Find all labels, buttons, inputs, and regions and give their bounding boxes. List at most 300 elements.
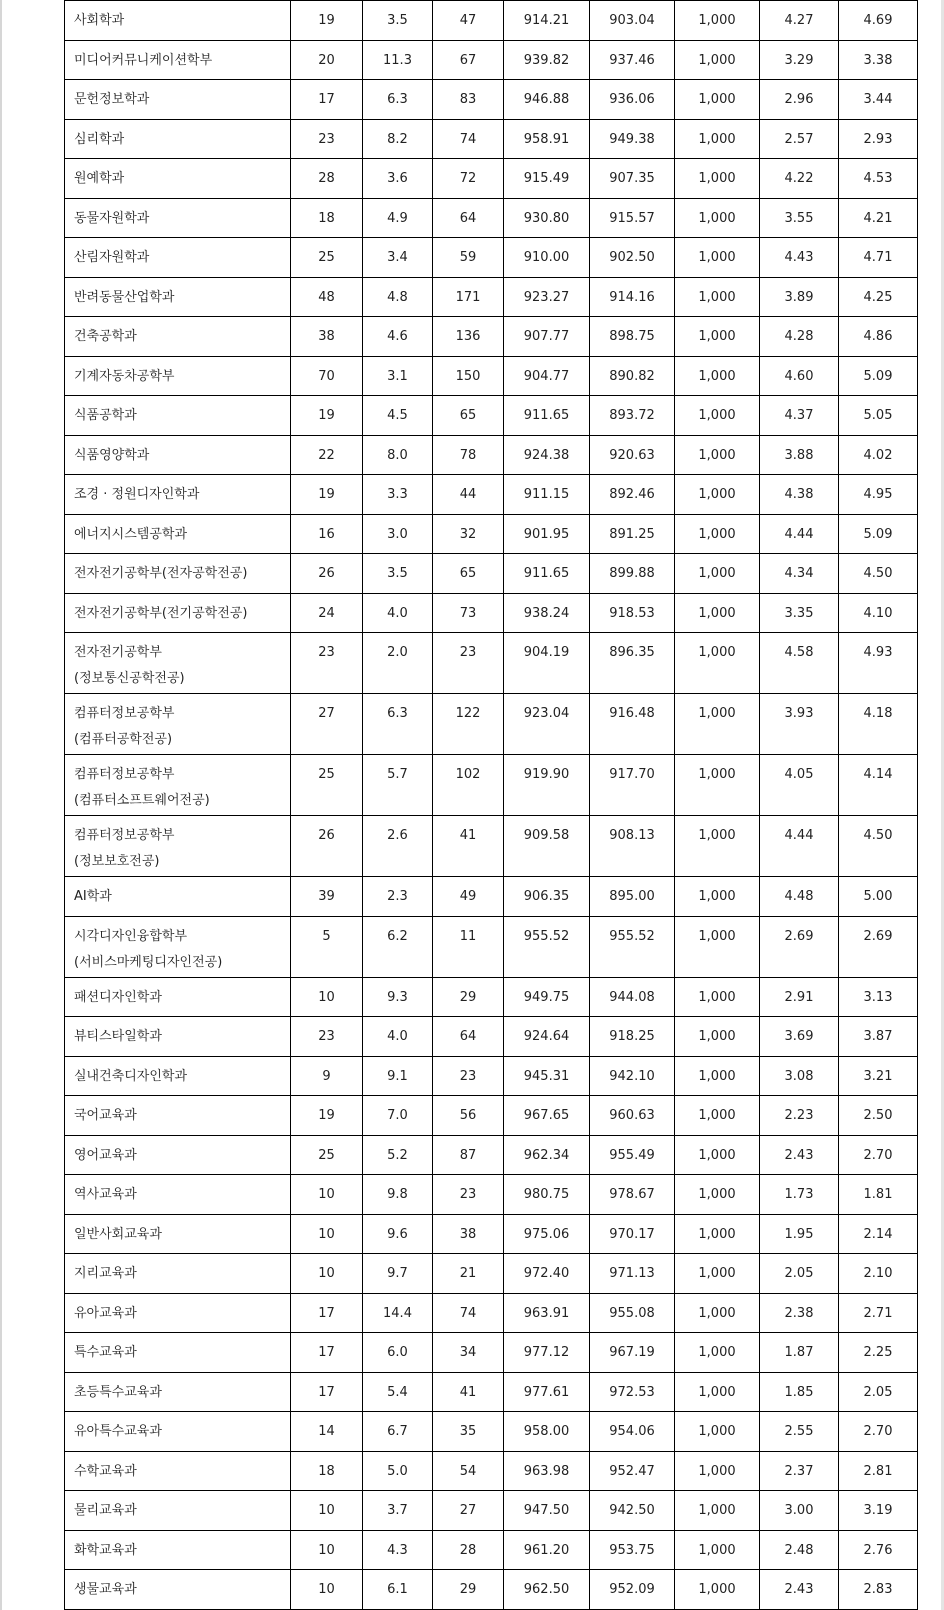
competition-ratio-cell: 7.0 (363, 1096, 433, 1136)
average-score-cell: 962.34 (504, 1135, 590, 1175)
table-row (65, 475, 918, 515)
max-score-cell: 1,000 (675, 816, 760, 877)
average-score-cell: 980.75 (504, 1175, 590, 1215)
lowest-grade-cell: 2.81 (839, 1451, 918, 1491)
average-grade-cell: 4.48 (760, 877, 839, 917)
recruit-count-cell: 10 (291, 1570, 363, 1610)
average-grade-cell: 2.69 (760, 916, 839, 977)
table-row (65, 1017, 918, 1057)
average-grade-cell: 4.60 (760, 356, 839, 396)
average-score-cell: 923.04 (504, 694, 590, 755)
lowest-score-cell: 942.10 (590, 1056, 675, 1096)
lowest-grade-cell: 2.83 (839, 1570, 918, 1610)
lowest-score-cell: 942.50 (590, 1491, 675, 1531)
department-name-cell (65, 198, 291, 238)
applicant-count-cell: 41 (433, 1372, 504, 1412)
lowest-grade-cell: 5.09 (839, 514, 918, 554)
competition-ratio-cell: 4.0 (363, 593, 433, 633)
average-grade-cell: 3.93 (760, 694, 839, 755)
lowest-score-cell: 914.16 (590, 277, 675, 317)
department-name-cell (65, 238, 291, 278)
lowest-score-cell: 936.06 (590, 80, 675, 120)
department-name-cell (65, 1135, 291, 1175)
department-name-cell (65, 1, 291, 41)
average-grade-cell: 4.44 (760, 514, 839, 554)
recruit-count-cell: 17 (291, 1333, 363, 1373)
applicant-count-cell: 64 (433, 1017, 504, 1057)
department-name-line: 뷰티스타일학과 (74, 1029, 162, 1044)
table-row (65, 1333, 918, 1373)
department-name-cell (65, 554, 291, 594)
lowest-grade-cell: 4.02 (839, 435, 918, 475)
competition-ratio-cell: 8.2 (363, 119, 433, 159)
max-score-cell: 1,000 (675, 1056, 760, 1096)
department-name-line: 전자전기공학부(전자공학전공) (74, 566, 248, 581)
lowest-grade-cell: 3.13 (839, 977, 918, 1017)
department-name-line: (컴퓨터공학전공) (74, 732, 173, 747)
competition-ratio-cell: 3.4 (363, 238, 433, 278)
average-score-cell: 963.91 (504, 1293, 590, 1333)
page-left-border (0, 0, 2, 1610)
department-name-cell (65, 1530, 291, 1570)
average-grade-cell: 1.85 (760, 1372, 839, 1412)
recruit-count-cell: 16 (291, 514, 363, 554)
competition-ratio-cell: 3.6 (363, 159, 433, 199)
applicant-count-cell: 23 (433, 1056, 504, 1096)
average-grade-cell: 3.35 (760, 593, 839, 633)
applicant-count-cell: 38 (433, 1214, 504, 1254)
applicant-count-cell: 73 (433, 593, 504, 633)
max-score-cell: 1,000 (675, 1135, 760, 1175)
applicant-count-cell: 74 (433, 1293, 504, 1333)
applicant-count-cell: 87 (433, 1135, 504, 1175)
applicant-count-cell: 23 (433, 1175, 504, 1215)
lowest-score-cell: 954.06 (590, 1412, 675, 1452)
department-name-line: 유아교육과 (74, 1305, 137, 1321)
lowest-grade-cell: 2.50 (839, 1096, 918, 1136)
average-score-cell: 972.40 (504, 1254, 590, 1294)
recruit-count-cell: 14 (291, 1412, 363, 1452)
applicant-count-cell: 83 (433, 80, 504, 120)
department-name-line: 에너지시스템공학과 (74, 526, 188, 542)
department-name-line: AI학과 (74, 889, 112, 904)
lowest-score-cell: 952.47 (590, 1451, 675, 1491)
average-grade-cell: 3.08 (760, 1056, 839, 1096)
average-score-cell: 938.24 (504, 593, 590, 633)
table-row (65, 238, 918, 278)
max-score-cell: 1,000 (675, 916, 760, 977)
recruit-count-cell: 23 (291, 119, 363, 159)
admission-results-table (64, 0, 918, 1610)
average-grade-cell: 2.23 (760, 1096, 839, 1136)
table-row (65, 1096, 918, 1136)
department-name-line: 식품공학과 (74, 408, 137, 423)
competition-ratio-cell: 5.7 (363, 755, 433, 816)
recruit-count-cell: 5 (291, 916, 363, 977)
average-score-cell: 914.21 (504, 1, 590, 41)
lowest-grade-cell: 4.53 (839, 159, 918, 199)
recruit-count-cell: 48 (291, 277, 363, 317)
average-grade-cell: 3.00 (760, 1491, 839, 1531)
lowest-grade-cell: 5.05 (839, 396, 918, 436)
average-score-cell: 967.65 (504, 1096, 590, 1136)
average-grade-cell: 3.55 (760, 198, 839, 238)
table-row (65, 435, 918, 475)
table-row (65, 1530, 918, 1570)
table-row (65, 1135, 918, 1175)
max-score-cell: 1,000 (675, 633, 760, 694)
department-name-line: 반려동물산업학과 (74, 289, 175, 305)
recruit-count-cell: 19 (291, 396, 363, 436)
recruit-count-cell: 10 (291, 977, 363, 1017)
department-name-cell (65, 1056, 291, 1096)
department-name-cell (65, 816, 291, 877)
table-row (65, 816, 918, 877)
department-name-line: 전자전기공학부(전기공학전공) (74, 605, 248, 621)
average-grade-cell: 3.69 (760, 1017, 839, 1057)
lowest-grade-cell: 5.00 (839, 877, 918, 917)
table-row (65, 159, 918, 199)
lowest-score-cell: 903.04 (590, 1, 675, 41)
table-row (65, 633, 918, 694)
competition-ratio-cell: 6.2 (363, 916, 433, 977)
competition-ratio-cell: 8.0 (363, 435, 433, 475)
competition-ratio-cell: 4.6 (363, 317, 433, 357)
applicant-count-cell: 64 (433, 198, 504, 238)
average-grade-cell: 2.43 (760, 1135, 839, 1175)
recruit-count-cell: 18 (291, 198, 363, 238)
max-score-cell: 1,000 (675, 119, 760, 159)
recruit-count-cell: 28 (291, 159, 363, 199)
average-grade-cell: 2.48 (760, 1530, 839, 1570)
average-score-cell: 915.49 (504, 159, 590, 199)
table-row (65, 1, 918, 41)
average-grade-cell: 2.91 (760, 977, 839, 1017)
department-name-cell (65, 593, 291, 633)
competition-ratio-cell: 2.0 (363, 633, 433, 694)
lowest-grade-cell: 2.69 (839, 916, 918, 977)
lowest-grade-cell: 4.86 (839, 317, 918, 357)
max-score-cell: 1,000 (675, 80, 760, 120)
lowest-score-cell: 915.57 (590, 198, 675, 238)
table-row (65, 1293, 918, 1333)
department-name-line: 패션디자인학과 (74, 989, 162, 1005)
average-grade-cell: 4.43 (760, 238, 839, 278)
department-name-cell (65, 1333, 291, 1373)
lowest-score-cell: 896.35 (590, 633, 675, 694)
table-row (65, 1491, 918, 1531)
competition-ratio-cell: 4.9 (363, 198, 433, 238)
table-row (65, 1570, 918, 1610)
lowest-grade-cell: 3.87 (839, 1017, 918, 1057)
max-score-cell: 1,000 (675, 475, 760, 515)
applicant-count-cell: 54 (433, 1451, 504, 1491)
department-name-cell (65, 916, 291, 977)
applicant-count-cell: 102 (433, 755, 504, 816)
lowest-score-cell: 918.53 (590, 593, 675, 633)
max-score-cell: 1,000 (675, 1254, 760, 1294)
lowest-grade-cell: 1.81 (839, 1175, 918, 1215)
lowest-grade-cell: 2.70 (839, 1412, 918, 1452)
average-score-cell: 904.77 (504, 356, 590, 396)
average-grade-cell: 2.96 (760, 80, 839, 120)
department-name-line: 유아특수교육과 (74, 1424, 162, 1439)
department-name-line: 물리교육과 (74, 1503, 137, 1518)
table-row (65, 1254, 918, 1294)
recruit-count-cell: 19 (291, 1096, 363, 1136)
average-score-cell: 923.27 (504, 277, 590, 317)
table-row (65, 317, 918, 357)
recruit-count-cell: 19 (291, 475, 363, 515)
applicant-count-cell: 56 (433, 1096, 504, 1136)
average-grade-cell: 2.05 (760, 1254, 839, 1294)
lowest-grade-cell: 3.19 (839, 1491, 918, 1531)
department-name-cell (65, 80, 291, 120)
lowest-score-cell: 892.46 (590, 475, 675, 515)
department-name-line: 원예학과 (74, 171, 125, 186)
recruit-count-cell: 22 (291, 435, 363, 475)
average-score-cell: 955.52 (504, 916, 590, 977)
department-name-line: 건축공학과 (74, 329, 137, 344)
average-score-cell: 963.98 (504, 1451, 590, 1491)
lowest-grade-cell: 4.69 (839, 1, 918, 41)
average-grade-cell: 1.95 (760, 1214, 839, 1254)
lowest-grade-cell: 2.70 (839, 1135, 918, 1175)
lowest-grade-cell: 4.93 (839, 633, 918, 694)
average-score-cell: 919.90 (504, 755, 590, 816)
lowest-score-cell: 955.52 (590, 916, 675, 977)
average-score-cell: 907.77 (504, 317, 590, 357)
department-name-line: 식품영양학과 (74, 447, 150, 463)
recruit-count-cell: 10 (291, 1530, 363, 1570)
recruit-count-cell: 27 (291, 694, 363, 755)
applicant-count-cell: 59 (433, 238, 504, 278)
max-score-cell: 1,000 (675, 1530, 760, 1570)
average-grade-cell: 4.05 (760, 755, 839, 816)
department-name-line: 동물자원학과 (74, 210, 150, 226)
table-row (65, 916, 918, 977)
department-name-cell (65, 277, 291, 317)
max-score-cell: 1,000 (675, 593, 760, 633)
lowest-score-cell: 908.13 (590, 816, 675, 877)
department-name-line: 일반사회교육과 (74, 1226, 162, 1242)
average-grade-cell: 4.34 (760, 554, 839, 594)
department-name-line: 컴퓨터정보공학부 (74, 706, 175, 721)
recruit-count-cell: 17 (291, 80, 363, 120)
department-name-line: 생물교육과 (74, 1582, 137, 1597)
average-score-cell: 958.91 (504, 119, 590, 159)
max-score-cell: 1,000 (675, 1570, 760, 1610)
max-score-cell: 1,000 (675, 1214, 760, 1254)
department-name-cell (65, 1096, 291, 1136)
lowest-score-cell: 902.50 (590, 238, 675, 278)
recruit-count-cell: 39 (291, 877, 363, 917)
average-grade-cell: 2.55 (760, 1412, 839, 1452)
average-grade-cell: 2.57 (760, 119, 839, 159)
lowest-grade-cell: 4.14 (839, 755, 918, 816)
applicant-count-cell: 11 (433, 916, 504, 977)
department-name-cell (65, 435, 291, 475)
competition-ratio-cell: 6.1 (363, 1570, 433, 1610)
recruit-count-cell: 70 (291, 356, 363, 396)
department-name-line: 실내건축디자인학과 (74, 1068, 188, 1084)
department-name-line: 기계자동차공학부 (74, 368, 175, 384)
department-name-cell (65, 1175, 291, 1215)
lowest-grade-cell: 2.05 (839, 1372, 918, 1412)
table-body (65, 1, 918, 1610)
max-score-cell: 1,000 (675, 1372, 760, 1412)
department-name-line: 지리교육과 (74, 1266, 137, 1281)
average-score-cell: 924.38 (504, 435, 590, 475)
average-score-cell: 906.35 (504, 877, 590, 917)
recruit-count-cell: 10 (291, 1214, 363, 1254)
recruit-count-cell: 24 (291, 593, 363, 633)
competition-ratio-cell: 11.3 (363, 40, 433, 80)
lowest-score-cell: 978.67 (590, 1175, 675, 1215)
department-name-cell (65, 877, 291, 917)
department-name-cell (65, 119, 291, 159)
competition-ratio-cell: 4.3 (363, 1530, 433, 1570)
lowest-score-cell: 972.53 (590, 1372, 675, 1412)
average-score-cell: 977.12 (504, 1333, 590, 1373)
recruit-count-cell: 23 (291, 1017, 363, 1057)
average-grade-cell: 4.27 (760, 1, 839, 41)
table-row (65, 80, 918, 120)
max-score-cell: 1,000 (675, 514, 760, 554)
department-name-cell (65, 40, 291, 80)
lowest-score-cell: 899.88 (590, 554, 675, 594)
table-row (65, 977, 918, 1017)
department-name-cell (65, 1293, 291, 1333)
recruit-count-cell: 38 (291, 317, 363, 357)
lowest-score-cell: 890.82 (590, 356, 675, 396)
lowest-score-cell: 916.48 (590, 694, 675, 755)
average-score-cell: 977.61 (504, 1372, 590, 1412)
department-name-cell (65, 514, 291, 554)
applicant-count-cell: 28 (433, 1530, 504, 1570)
department-name-line: (컴퓨터소프트웨어전공) (74, 793, 210, 808)
recruit-count-cell: 26 (291, 816, 363, 877)
department-name-cell (65, 1570, 291, 1610)
recruit-count-cell: 17 (291, 1372, 363, 1412)
lowest-grade-cell: 2.10 (839, 1254, 918, 1294)
table-row (65, 1214, 918, 1254)
competition-ratio-cell: 3.5 (363, 1, 433, 41)
applicant-count-cell: 44 (433, 475, 504, 515)
average-score-cell: 910.00 (504, 238, 590, 278)
competition-ratio-cell: 3.0 (363, 514, 433, 554)
department-name-cell (65, 977, 291, 1017)
lowest-score-cell: 917.70 (590, 755, 675, 816)
max-score-cell: 1,000 (675, 1412, 760, 1452)
applicant-count-cell: 72 (433, 159, 504, 199)
lowest-grade-cell: 2.76 (839, 1530, 918, 1570)
max-score-cell: 1,000 (675, 277, 760, 317)
department-name-cell (65, 1214, 291, 1254)
average-grade-cell: 4.37 (760, 396, 839, 436)
lowest-score-cell: 937.46 (590, 40, 675, 80)
average-score-cell: 924.64 (504, 1017, 590, 1057)
max-score-cell: 1,000 (675, 435, 760, 475)
competition-ratio-cell: 3.7 (363, 1491, 433, 1531)
average-score-cell: 945.31 (504, 1056, 590, 1096)
competition-ratio-cell: 6.0 (363, 1333, 433, 1373)
recruit-count-cell: 10 (291, 1491, 363, 1531)
applicant-count-cell: 27 (433, 1491, 504, 1531)
average-score-cell: 911.65 (504, 554, 590, 594)
table-row (65, 514, 918, 554)
lowest-score-cell: 960.63 (590, 1096, 675, 1136)
competition-ratio-cell: 6.3 (363, 80, 433, 120)
max-score-cell: 1,000 (675, 694, 760, 755)
lowest-grade-cell: 3.44 (839, 80, 918, 120)
lowest-grade-cell: 4.10 (839, 593, 918, 633)
average-score-cell: 911.65 (504, 396, 590, 436)
department-name-cell (65, 1372, 291, 1412)
average-grade-cell: 3.89 (760, 277, 839, 317)
applicant-count-cell: 21 (433, 1254, 504, 1294)
recruit-count-cell: 25 (291, 1135, 363, 1175)
department-name-line: (서비스마케팅디자인전공) (74, 954, 223, 970)
applicant-count-cell: 23 (433, 633, 504, 694)
department-name-cell (65, 1017, 291, 1057)
department-name-cell (65, 755, 291, 816)
department-name-line: 국어교육과 (74, 1108, 137, 1123)
applicant-count-cell: 65 (433, 554, 504, 594)
department-name-cell (65, 1254, 291, 1294)
department-name-cell (65, 159, 291, 199)
lowest-grade-cell: 3.38 (839, 40, 918, 80)
competition-ratio-cell: 9.3 (363, 977, 433, 1017)
lowest-score-cell: 944.08 (590, 977, 675, 1017)
max-score-cell: 1,000 (675, 755, 760, 816)
department-name-line: (정보통신공학전공) (74, 671, 185, 686)
table-row (65, 554, 918, 594)
recruit-count-cell: 20 (291, 40, 363, 80)
lowest-score-cell: 952.09 (590, 1570, 675, 1610)
department-name-line: 영어교육과 (74, 1147, 137, 1163)
average-grade-cell: 3.29 (760, 40, 839, 80)
recruit-count-cell: 10 (291, 1254, 363, 1294)
applicant-count-cell: 136 (433, 317, 504, 357)
max-score-cell: 1,000 (675, 1017, 760, 1057)
lowest-score-cell: 971.13 (590, 1254, 675, 1294)
table-row (65, 1175, 918, 1215)
department-name-line: 컴퓨터정보공학부 (74, 828, 175, 843)
competition-ratio-cell: 9.1 (363, 1056, 433, 1096)
applicant-count-cell: 65 (433, 396, 504, 436)
max-score-cell: 1,000 (675, 1293, 760, 1333)
lowest-score-cell: 953.75 (590, 1530, 675, 1570)
average-grade-cell: 4.38 (760, 475, 839, 515)
lowest-score-cell: 920.63 (590, 435, 675, 475)
average-grade-cell: 4.22 (760, 159, 839, 199)
department-name-cell (65, 694, 291, 755)
lowest-score-cell: 967.19 (590, 1333, 675, 1373)
department-name-cell (65, 1451, 291, 1491)
lowest-grade-cell: 2.14 (839, 1214, 918, 1254)
table-row (65, 1372, 918, 1412)
competition-ratio-cell: 3.5 (363, 554, 433, 594)
lowest-score-cell: 955.08 (590, 1293, 675, 1333)
max-score-cell: 1,000 (675, 977, 760, 1017)
applicant-count-cell: 122 (433, 694, 504, 755)
lowest-score-cell: 970.17 (590, 1214, 675, 1254)
recruit-count-cell: 18 (291, 1451, 363, 1491)
table-row (65, 694, 918, 755)
lowest-grade-cell: 2.93 (839, 119, 918, 159)
department-name-line: 시각디자인융합학부 (74, 928, 188, 944)
